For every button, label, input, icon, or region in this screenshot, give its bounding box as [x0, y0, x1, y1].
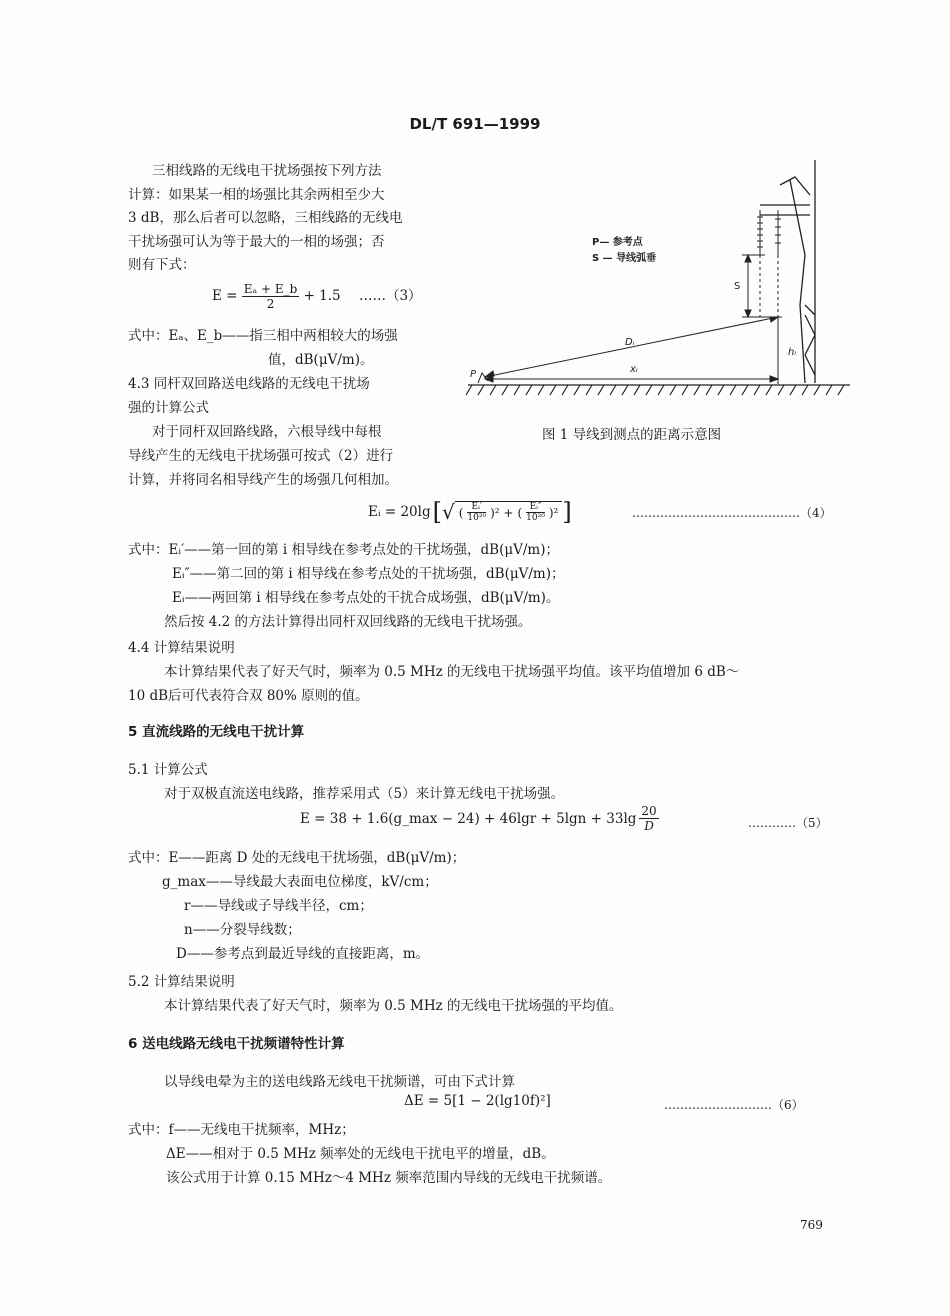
text-line: 式中：E——距离 D 处的无线电干扰场强，dB(μV/m)； — [128, 850, 466, 866]
text-line: 然后按 4.2 的方法计算得出同杆双回线路的无线电干扰场强。 — [164, 614, 532, 630]
section-5-1-paragraph: 对于双极直流送电线路，推荐采用式（5）来计算无线电干扰场强。 — [164, 786, 565, 802]
label-p: P — [470, 369, 477, 380]
text-line: Eᵢ——两回第 i 相导线在参考点处的干扰合成场强，dB(μV/m)。 — [172, 590, 560, 606]
section-4-4-paragraph — [128, 660, 739, 708]
eq4-term-1-num: Eᵢ′ — [467, 502, 486, 513]
eq4-lhs: Eᵢ = 20lg — [368, 504, 431, 520]
eq4-term-2-den: 10²⁰ — [526, 513, 545, 523]
eq5-body: E = 38 + 1.6(g_max − 24) + 46lgr + 5lgn + 33lg — [300, 810, 637, 827]
eq5-denominator: D — [644, 819, 654, 833]
insulator-strings — [757, 210, 781, 255]
sqrt-body: ( $\frac{\text{Eᵢ′}}{\text{10²⁰}}$ )² + ( $\frac{\text{Eᵢ″}}{\text{10²⁰}}$ )² — [455, 501, 563, 523]
figure-caption: 图 1 导线到测点的距离示意图 — [542, 427, 722, 443]
page-header: DL/T 691—1999 — [409, 115, 541, 133]
text-line: D——参考点到最近导线的直接距离，m。 — [176, 946, 430, 962]
eq5-tag: …………（5） — [748, 816, 828, 830]
sqrt-sign: √ — [441, 500, 455, 524]
equation-6: ΔE = 5[1 − 2(lg10f)²] — [404, 1093, 551, 1109]
section-6-paragraph: 以导线电晕为主的送电线路无线电干扰频谱，可由下式计算 — [164, 1074, 515, 1090]
text-line: 三相线路的无线电干扰场强按下列方法 — [152, 163, 382, 179]
text-line: 计算，并将同名相导线产生的场强几何相加。 — [128, 472, 398, 488]
text-line: 计算：如果某一相的场强比其余两相至少大 — [128, 186, 385, 203]
section-6-title: 6 送电线路无线电干扰频谱特性计算 — [128, 1036, 345, 1052]
eq3-numerator: Eₐ + E_b — [243, 282, 298, 296]
text-line: 该公式用于计算 0.15 MHz～4 MHz 频率范围内导线的无线电干扰频谱。 — [166, 1170, 612, 1186]
eq5-fraction — [639, 804, 658, 833]
legend-p: P— 参考点 — [592, 237, 643, 248]
label-s: S — [734, 281, 741, 292]
text-line: 式中：f——无线电干扰频率，MHz； — [128, 1122, 355, 1138]
text-line: 强的计算公式 — [128, 400, 209, 416]
section-4-3-title — [128, 372, 370, 420]
section-5-1-title: 5.1 计算公式 — [128, 762, 208, 778]
text-line: 值，dB(μV/m)。 — [268, 352, 374, 368]
eq4-term-1-den: 10²⁰ — [467, 513, 487, 523]
label-x: xᵢ — [630, 364, 638, 375]
section-5-2-paragraph: 本计算结果代表了好天气时，频率为 0.5 MHz 的无线电干扰场强的平均值。 — [164, 998, 623, 1014]
where-eq5 — [128, 846, 465, 966]
eq4-tag: ……………………………………（4） — [632, 506, 832, 520]
text-line: 10 dB后可代表符合双 80% 原则的值。 — [128, 688, 369, 704]
text-line: 式中：Eₐ、E_b——指三相中两相较大的场强 — [128, 328, 398, 344]
eq3-fraction — [242, 282, 300, 311]
figure-1-diagram — [460, 155, 855, 445]
legend-s: S — 导线弧垂 — [592, 253, 657, 264]
text-line: 则有下式： — [128, 257, 196, 273]
section-5-title: 5 直流线路的无线电干扰计算 — [128, 724, 305, 740]
text-line: 本计算结果代表了好天气时，频率为 0.5 MHz 的无线电干扰场强平均值。该平均值增加 6 dB～ — [164, 664, 740, 680]
text-line: g_max——导线最大表面电位梯度，kV/cm； — [162, 874, 438, 890]
bracket-open: [ — [432, 498, 442, 526]
text-line: r——导线或子导线半径，cm； — [184, 898, 373, 914]
where-eq3 — [128, 324, 398, 372]
section-4-3-paragraph — [128, 420, 398, 492]
text-line: ΔE——相对于 0.5 MHz 频率处的无线电干扰电平的增量，dB。 — [166, 1146, 555, 1162]
text-line: 导线产生的无线电干扰场强可按式（2）进行 — [128, 448, 394, 464]
section-4-4-title: 4.4 计算结果说明 — [128, 640, 235, 656]
ground-line — [466, 385, 850, 395]
page-number: 769 — [800, 1218, 823, 1232]
eq3-lhs: E = — [212, 288, 238, 304]
text-line: 3 dB，那么后者可以忽略，三相线路的无线电 — [128, 210, 403, 226]
equation-3 — [212, 282, 422, 311]
text-line: 4.3 同杆双回路送电线路的无线电干扰场 — [128, 376, 370, 392]
equation-4 — [368, 498, 572, 526]
eq3-denominator: 2 — [266, 297, 275, 311]
label-d: Dᵢ — [625, 337, 635, 348]
where-eq6 — [128, 1118, 611, 1190]
bracket-close: ] — [562, 498, 572, 526]
text-line: 式中：Eᵢ′——第一回的第 i 相导线在参考点处的干扰场强，dB(μV/m)； — [128, 542, 560, 558]
label-h: hᵢ — [788, 347, 797, 358]
text-line: 对于同杆双回路线路，六根导线中每根 — [152, 424, 382, 440]
eq4-term-2 — [526, 502, 545, 523]
text-line: 干扰场强可认为等于最大的一相的场强；否 — [128, 233, 385, 250]
eq6-tag: ………………………（6） — [664, 1098, 804, 1112]
equation-5 — [300, 804, 659, 833]
eq3-tag: ……（3） — [358, 288, 422, 304]
intro-paragraph — [128, 160, 403, 278]
eq5-numerator: 20 — [641, 804, 657, 818]
text-line: n——分裂导线数； — [184, 922, 301, 938]
eq4-term-2-num: Eᵢ″ — [526, 502, 545, 513]
eq4-term-1 — [467, 502, 486, 523]
where-eq4 — [128, 538, 564, 634]
eq3-rest: + 1.5 — [303, 288, 341, 304]
text-line: Eᵢ″——第二回的第 i 相导线在参考点处的干扰场强，dB(μV/m)； — [172, 566, 565, 582]
section-5-2-title: 5.2 计算结果说明 — [128, 974, 235, 990]
